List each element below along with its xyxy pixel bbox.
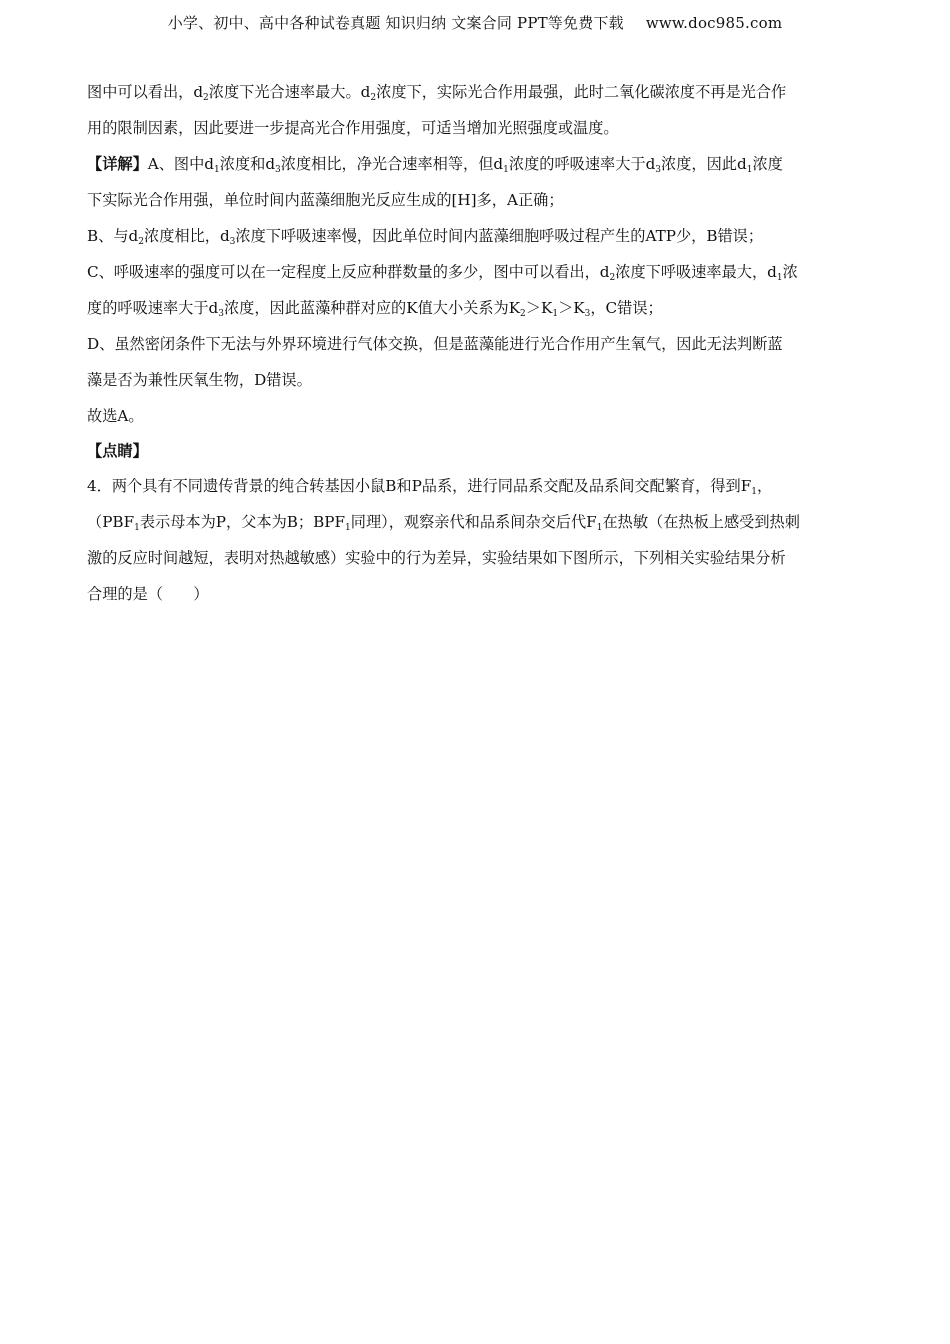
question-4-line-4: 合理的是（ ） (87, 585, 209, 603)
answer-line: 故选A。 (87, 407, 144, 425)
option-c-line-1: C、呼吸速率的强度可以在一定程度上反应种群数量的多少，图中可以看出，$d_2$浓度下呼吸速率最大，$d_1$浓 (87, 263, 798, 284)
detail-label: 【详解】 (87, 155, 148, 173)
comment-label: 【点睛】 (87, 442, 148, 460)
detail-line-2: 下实际光合作用强，单位时间内蓝藻细胞光反应生成的[H]多，A正确； (87, 191, 564, 209)
question-4-line-3: 激的反应时间越短，表明对热越敏感）实验中的行为差异，实验结果如下图所示，下列相关实验结果分析 (87, 549, 786, 567)
document-body (87, 74, 865, 612)
question-4-line-1: 4．两个具有不同遗传背景的纯合转基因小鼠B和P品系，进行同品系交配及品系间交配繁育，得到$F_1$， (87, 477, 773, 498)
option-c-line-2: 度的呼吸速率大于$d_3$浓度，因此蓝藻种群对应的K值大小关系为$K_2>K_1>K_3$，C错误； (87, 299, 663, 320)
header-site-link[interactable]: www.doc985.com (645, 14, 783, 32)
option-d-line-1: D、虽然密闭条件下无法与外界环境进行气体交换，但是蓝藻能进行光合作用产生氧气，因此无法判断蓝 (87, 335, 783, 353)
page-header (0, 12, 950, 33)
detail-line-1: 【详解】A、图中$d_1$浓度和$d_3$浓度相比，净光合速率相等，但$d_1$浓度的呼吸速率大于$d_3$浓度，因此$d_1$浓度 (87, 155, 783, 176)
comment-heading (87, 433, 865, 468)
question-4-line-2: （$PBF_1$表示母本为P，父本为B；$BPF_1$同理），观察亲代和品系间杂交后代$F_1$在热敏（在热板上感受到热刺 (87, 513, 800, 534)
option-b-line: B、与$d_2$浓度相比，$d_3$浓度下呼吸速率慢，因此单位时间内蓝藻细胞呼吸过程产生的ATP少，B错误； (87, 227, 764, 248)
analysis-line-1: 图中可以看出，$d_2$浓度下光合速率最大。$d_2$浓度下，实际光合作用最强，此时二氧化碳浓度不再是光合作 (87, 83, 787, 104)
header-title: 小学、初中、高中各种试卷真题 知识归纳 文案合同 PPT等免费下载 (167, 14, 624, 32)
option-d-line-2: 藻是否为兼性厌氧生物，D错误。 (87, 371, 312, 389)
analysis-line-2: 用的限制因素，因此要进一步提高光合作用强度，可适当增加光照强度或温度。 (87, 119, 619, 137)
